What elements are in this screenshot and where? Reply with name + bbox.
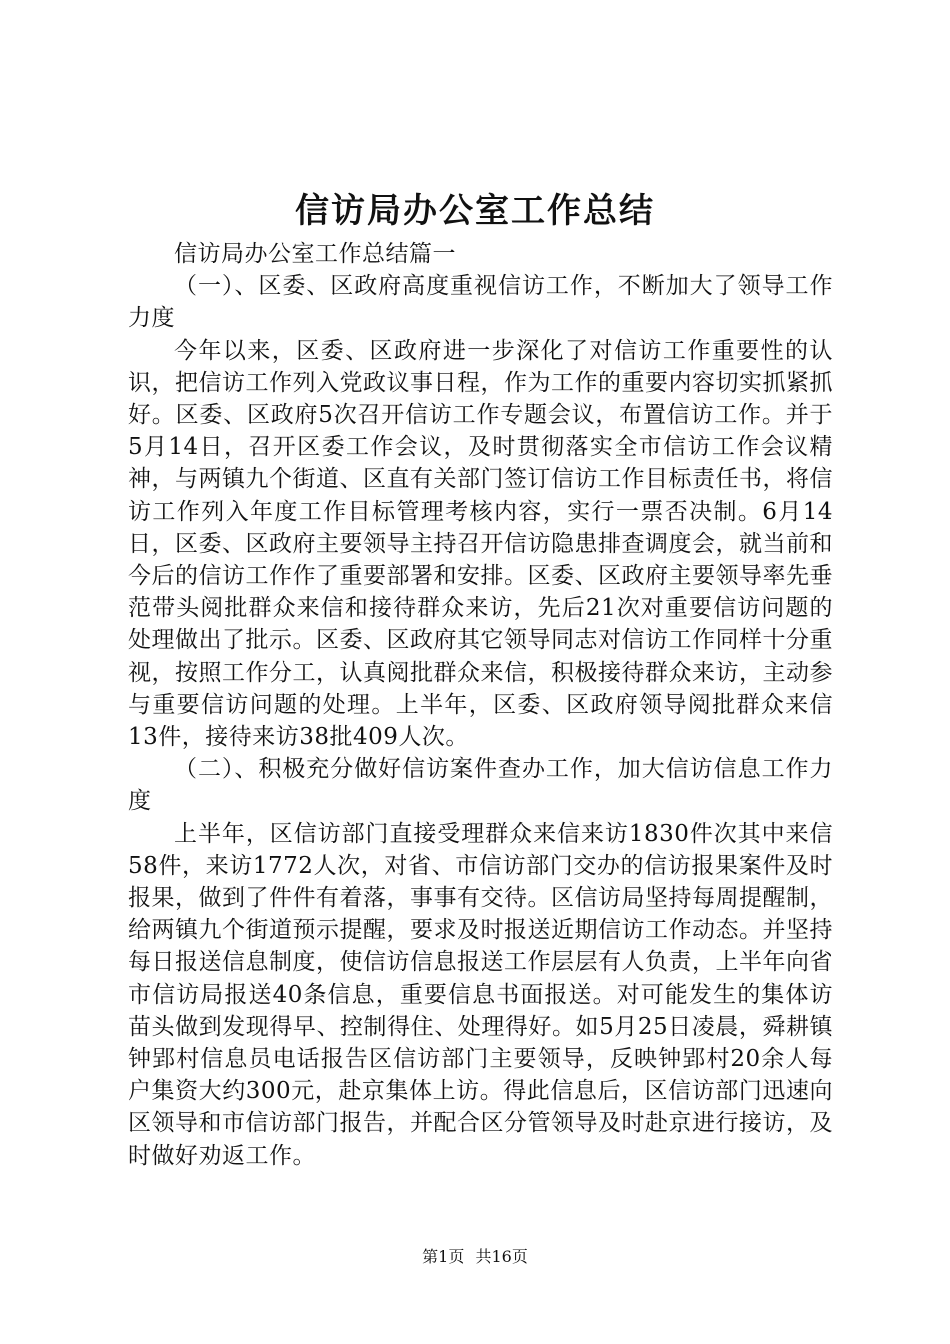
section-heading: 信访局办公室工作总结篇一 — [174, 241, 456, 267]
subsection-heading-1: （一）、区委、区政府高度重视信访工作，不断加大了领导工作力度 — [128, 273, 833, 332]
document-title: 信访局办公室工作总结 — [295, 191, 655, 231]
body-paragraph-1: 今年以来，区委、区政府进一步深化了对信访工作重要性的认识，把信访工作列入党政议事日程，作为工作的重要内容切实抓紧抓好。区委、区政府5次召开信访工作专题会议，布置信访工作。并于5月14日，召开区委工作会议，及时贯彻落实全市信访工作会议精神，与两镇九个街道、区直有关部门签订信访工作目标责任书，将信访工作列入年度工作目标管理考核内容，实行一票否决制。6月14日，区委、区政府主要领导主持召开信访隐患排查调度会，就当前和今后的信访工作作了重要部署和安排。区委、区政府主要领导率先垂范带头阅批群众来信和接待群众来访，先后21次对重要信访问题的处理做出了批示。区委、区政府其它领导同志对信访工作同样十分重视，按照工作分工，认真阅批群众来信，积极接待群众来访，主动参与重要信访问题的处理。上半年，区委、区政府领导阅批群众来信13件，接待来访38批409人次。 — [128, 337, 833, 751]
page-footer — [0, 1244, 950, 1267]
page-total: 共16页 — [475, 1247, 528, 1266]
subsection-heading-2: （二）、积极充分做好信访案件查办工作，加大信访信息工作力度 — [128, 756, 833, 815]
page-number: 第1页 — [422, 1247, 465, 1266]
document-body — [128, 238, 833, 1172]
body-paragraph-2: 上半年，区信访部门直接受理群众来信来访1830件次其中来信58件，来访1772人次，对省、市信访部门交办的信访报果案件及时报果，做到了件件有着落，事事有交待。区信访局坚持每周提醒制，给两镇九个街道预示提醒，要求及时报送近期信访工作动态。并坚持每日报送信息制度，使信访信息报送工作层层有人负责，上半年向省市信访局报送40条信息，重要信息书面报送。对可能发生的集体访苗头做到发现得早、控制得住、处理得好。如5月25日凌晨，舜耕镇钟郢村信息员电话报告区信访部门主要领导，反映钟郢村20余人每户集资大约300元，赴京集体上访。得此信息后，区信访部门迅速向区领导和市信访部门报告，并配合区分管领导及时赴京进行接访，及时做好劝返工作。 — [128, 820, 833, 1169]
